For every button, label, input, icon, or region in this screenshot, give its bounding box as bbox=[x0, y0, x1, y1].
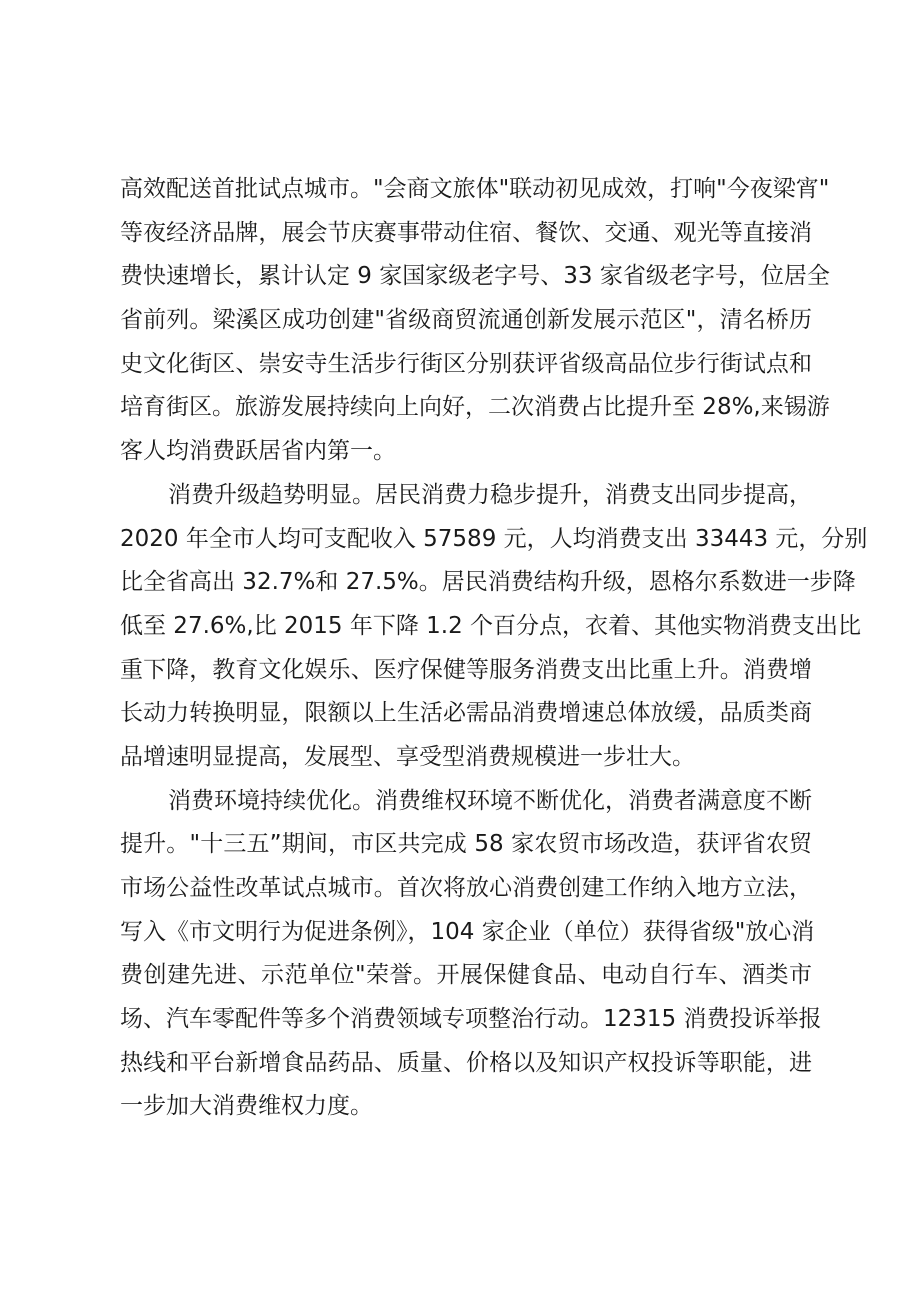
text-line: 费快速增长，累计认定 9 家国家级老字号、33 家省级老字号，位居全 bbox=[120, 263, 830, 290]
text-line: 长动力转换明显，限额以上生活必需品消费增速总体放缓，品质类商 bbox=[120, 700, 812, 727]
text-line: 一步加大消费维权力度。 bbox=[120, 1093, 373, 1120]
text-line: 重下降，教育文化娱乐、医疗保健等服务消费支出比重上升。消费增 bbox=[120, 656, 812, 683]
text-line: 提升。"十三五”期间，市区共完成 58 家农贸市场改造，获评省农贸 bbox=[120, 831, 812, 858]
text-line: 培育街区。旅游发展持续向上向好，二次消费占比提升至 28%,来锡游 bbox=[120, 394, 830, 421]
text-line: 品增速明显提高，发展型、享受型消费规模进一步壮大。 bbox=[120, 743, 695, 770]
text-line: 热线和平台新增食品药品、质量、价格以及知识产权投诉等职能，进 bbox=[120, 1049, 812, 1076]
text-line: 写入《市文明行为促进条例》，104 家企业（单位）获得省级"放心消 bbox=[120, 918, 815, 945]
text-line: 低至 27.6%,比 2015 年下降 1.2 个百分点，衣着、其他实物消费支出比 bbox=[120, 612, 862, 639]
text-line: 消费升级趋势明显。居民消费力稳步提升，消费支出同步提高， bbox=[168, 481, 812, 508]
text-line: 省前列。梁溪区成功创建"省级商贸流通创新发展示范区"，清名桥历 bbox=[120, 307, 812, 334]
text-line: 市场公益性改革试点城市。首次将放心消费创建工作纳入地方立法， bbox=[120, 875, 812, 901]
text-line: 比全省高出 32.7%和 27.5%。居民消费结构升级，恩格尔系数进一步降 bbox=[120, 569, 856, 596]
text-line: 客人均消费跃居省内第一。 bbox=[120, 438, 396, 465]
paragraph-consumption-upgrade bbox=[120, 474, 868, 780]
paragraph-commerce-tourism bbox=[120, 168, 830, 474]
paragraph-consumption-environment bbox=[120, 780, 822, 1130]
text-line: 高效配送首批试点城市。"会商文旅体"联动初见成效，打响"今夜梁宵" bbox=[120, 176, 830, 202]
text-line: 史文化街区、崇安寺生活步行街区分别获评省级高品位步行街试点和 bbox=[120, 350, 812, 377]
text-line: 费创建先进、示范单位"荣誉。开展保健食品、电动自行车、酒类市 bbox=[120, 962, 812, 989]
text-line: 场、汽车零配件等多个消费领域专项整治行动。12315 消费投诉举报 bbox=[120, 1006, 822, 1033]
text-line: 等夜经济品牌，展会节庆赛事带动住宿、餐饮、交通、观光等直接消 bbox=[120, 219, 812, 246]
text-line: 消费环境持续优化。消费维权环境不断优化，消费者满意度不断 bbox=[168, 787, 812, 814]
body-text bbox=[120, 168, 868, 1129]
text-line: 2020 年全市人均可支配收入 57589 元，人均消费支出 33443 元，分别 bbox=[120, 525, 868, 552]
